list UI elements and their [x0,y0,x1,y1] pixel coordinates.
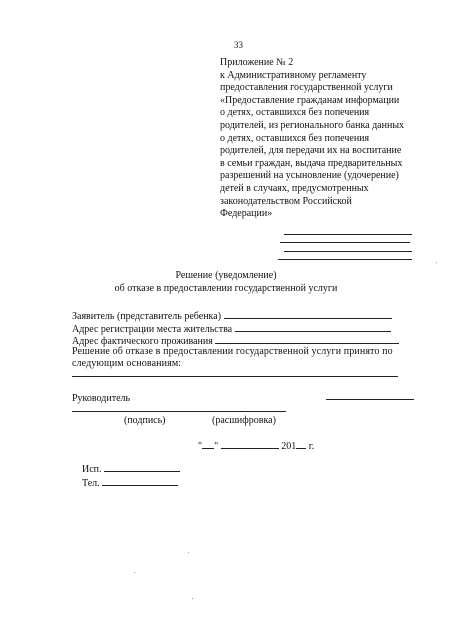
addressee-line [280,242,410,243]
grounds-line [72,376,398,377]
appendix-line: в семьи граждан, выдача предварительных [220,157,403,169]
date-row [198,439,314,452]
date-year-blank[interactable] [296,439,306,449]
appendix-line: родителей, из регионального банка данных [220,119,405,131]
signature-line [72,411,286,412]
head-position-line [326,399,414,400]
appendix-line: родителей, для передачи их на воспитание [220,145,402,157]
applicant-label: Заявитель (представитель ребенка) [72,311,222,322]
executor-field [82,462,180,475]
date-quote-open: " [198,441,203,452]
appendix-line: о детях, оставшихся без попечения [220,107,370,119]
date-month-blank[interactable] [221,439,279,449]
scan-speck [192,598,193,599]
scan-speck [436,262,437,263]
appendix-line: законодательством Российской [220,195,352,207]
appendix-line: к Административному регламенту [220,69,367,81]
sign-caption: (подпись) [124,415,166,426]
date-quote-close: " [214,441,219,452]
addressee-line [278,259,412,260]
appendix-block [220,57,420,221]
decision-line: Решение об отказе в предоставлении государственной услуги принято по [72,346,393,357]
appendix-line: детей в случаях, предусмотренных [220,182,369,194]
document-title [60,270,392,295]
phone-label: Тел. [82,478,100,489]
title-line: об отказе в предоставлении государственной услуги [114,282,338,294]
applicant-field [72,309,392,323]
phone-field [82,476,178,489]
appendix-line: о детях, оставшихся без попечения [220,132,370,144]
scan-speck [188,552,189,553]
reg-address-blank[interactable] [235,322,391,332]
phone-blank[interactable] [102,476,178,486]
appendix-line: Федерации» [220,208,273,220]
appendix-line: «Предоставление гражданам информации [220,94,400,106]
head-label: Руководитель [72,393,131,404]
executor-label: Исп. [82,464,102,475]
date-year-suffix: г. [308,441,315,452]
addressee-line [284,251,412,252]
actual-address-label: Адрес фактического проживания [72,336,213,347]
decode-caption: (расшифровка) [212,415,276,426]
reg-address-label: Адрес регистрации места жительства [72,324,233,335]
addressee-line [284,234,412,235]
appendix-line: разрешений на усыновление (удочерение) [220,170,399,182]
title-line: Решение (уведомление) [175,270,277,281]
page-number: 33 [234,40,243,50]
executor-blank[interactable] [104,462,180,472]
applicant-blank[interactable] [224,309,392,319]
scan-speck [134,572,135,573]
decision-text [72,346,412,370]
date-year-label: 201 [281,441,297,452]
appendix-line: Приложение № 2 [220,57,294,68]
decision-line: следующим основаниям: [72,358,182,369]
appendix-line: предоставления государственной услуги [220,82,393,94]
date-day-blank[interactable] [202,439,214,449]
actual-address-blank[interactable] [215,334,399,344]
